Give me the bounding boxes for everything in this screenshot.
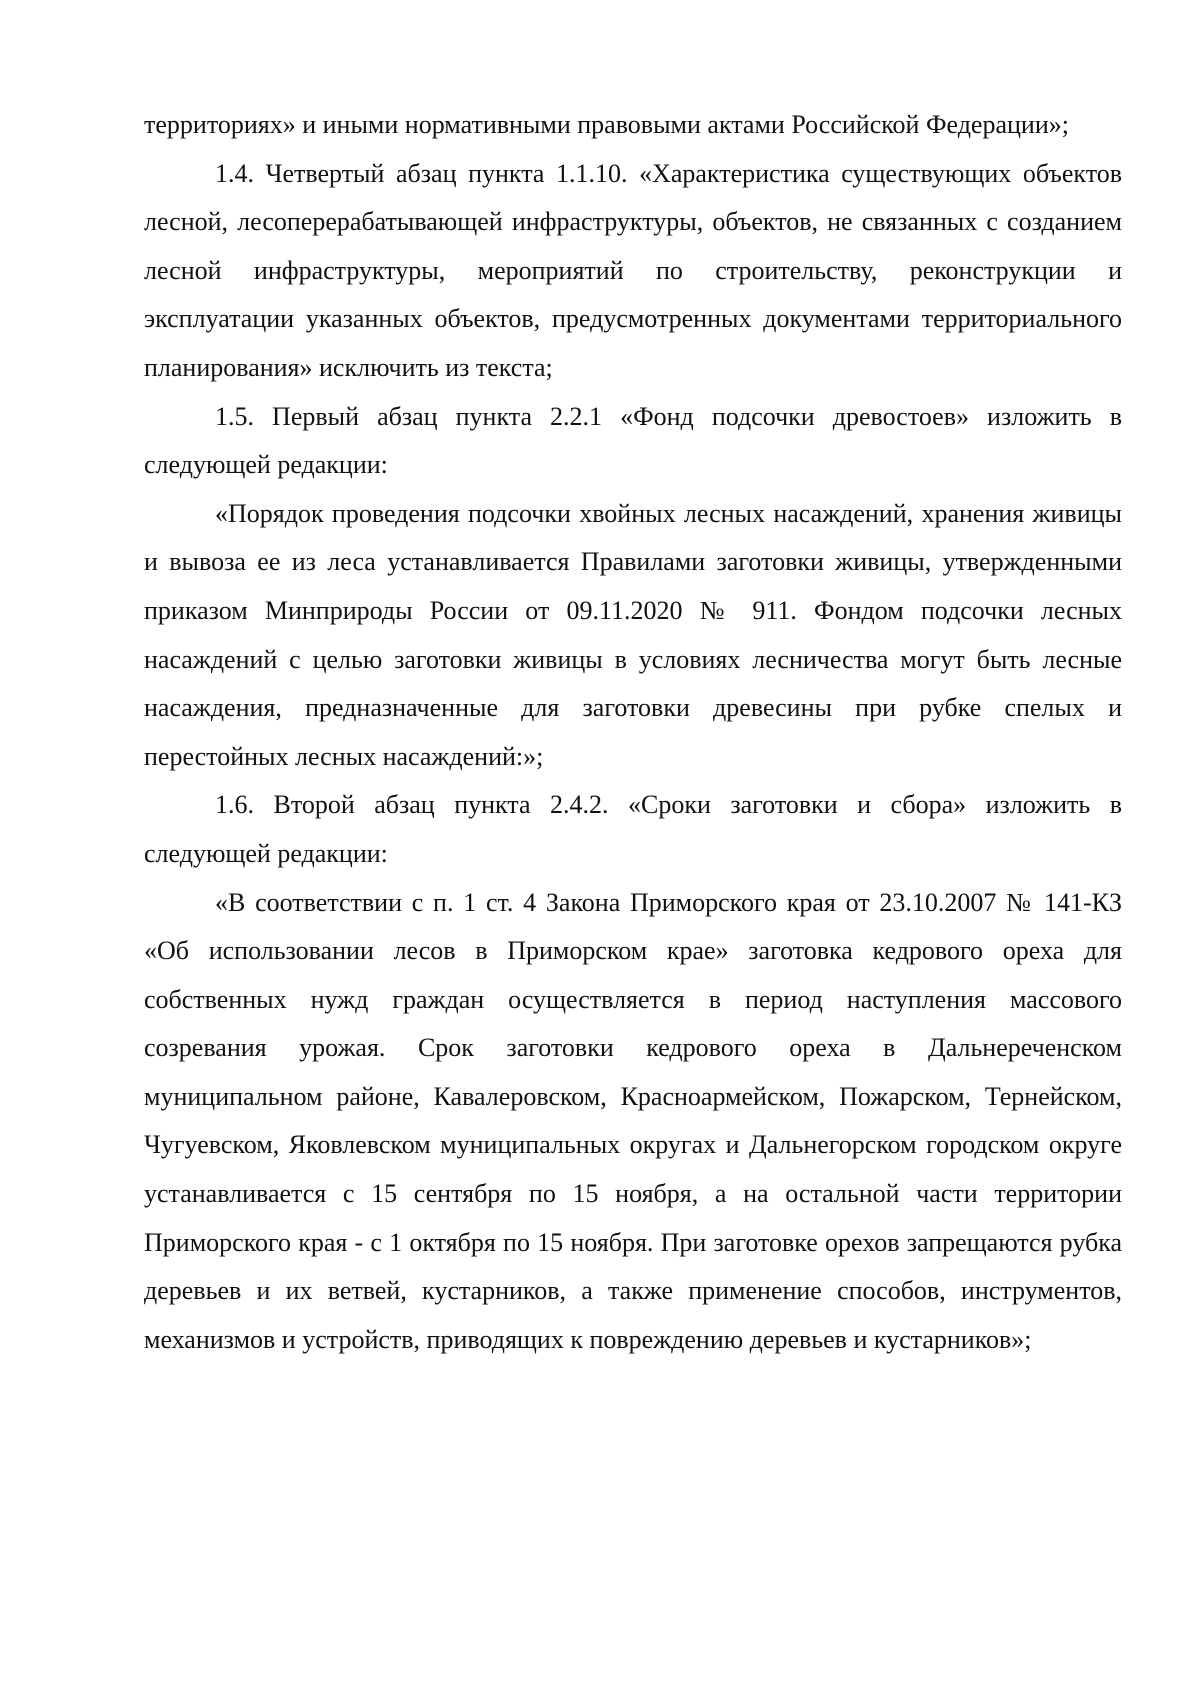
paragraph-item-1-4: 1.4. Четвертый абзац пункта 1.1.10. «Характеристика существующих объектов лесной, лесоперерабатывающей инфраструктуры, объектов, не связанных с созданием лесной инфраструктуры, мероприятий по строительству, реконструкции и эксплуатации указанных объектов, предусмотренных документами территориального планирования» исключить из текста; bbox=[144, 158, 1122, 382]
paragraph-item-1-5: 1.5. Первый абзац пункта 2.2.1 «Фонд подсочки древостоев» изложить в следующей редакции: bbox=[144, 401, 1122, 480]
document-body bbox=[144, 101, 1122, 1364]
paragraph-item-1-6: 1.6. Второй абзац пункта 2.4.2. «Сроки заготовки и сбора» изложить в следующей редакции: bbox=[144, 790, 1122, 868]
paragraph-quote-cedar-nut: «В соответствии с п. 1 ст. 4 Закона Приморского края от 23.10.2007 № 141-КЗ «Об использовании лесов в Приморском крае» заготовка кедрового ореха для собственных нужд граждан осуществляется в период наступления массового созревания урожая. Срок заготовки кедрового ореха в Дальнереченском муниципальном районе, Кавалеровском, Красноармейском, Пожарском, Тернейском, Чугуевском, Яковлевском муниципальных округах и Дальнегорском городском округе устанавливается с 15 сентября по 15 ноября, а на остальной части территории Приморского края - с 1 октября по 15 ноября. При заготовке орехов запрещаются рубка деревьев и их ветвей, кустарников, а также применение способов, инструментов, механизмов и устройств, приводящих к повреждению деревьев и кустарников»; bbox=[144, 887, 1122, 1354]
paragraph-continuation: территориях» и иными нормативными правовыми актами Российской Федерации»; bbox=[144, 110, 1069, 139]
paragraph-quote-tapping: «Порядок проведения подсочки хвойных лесных насаждений, хранения живицы и вывоза ее из леса устанавливается Правилами заготовки живицы, утвержденными приказом Минприроды России от 09.11.2020 № 911. Фондом подсочки лесных насаждений с целью заготовки живицы в условиях лесничества могут быть лесные насаждения, предназначенные для заготовки древесины при рубке спелых и перестойных лесных насаждений:»; bbox=[144, 498, 1122, 771]
